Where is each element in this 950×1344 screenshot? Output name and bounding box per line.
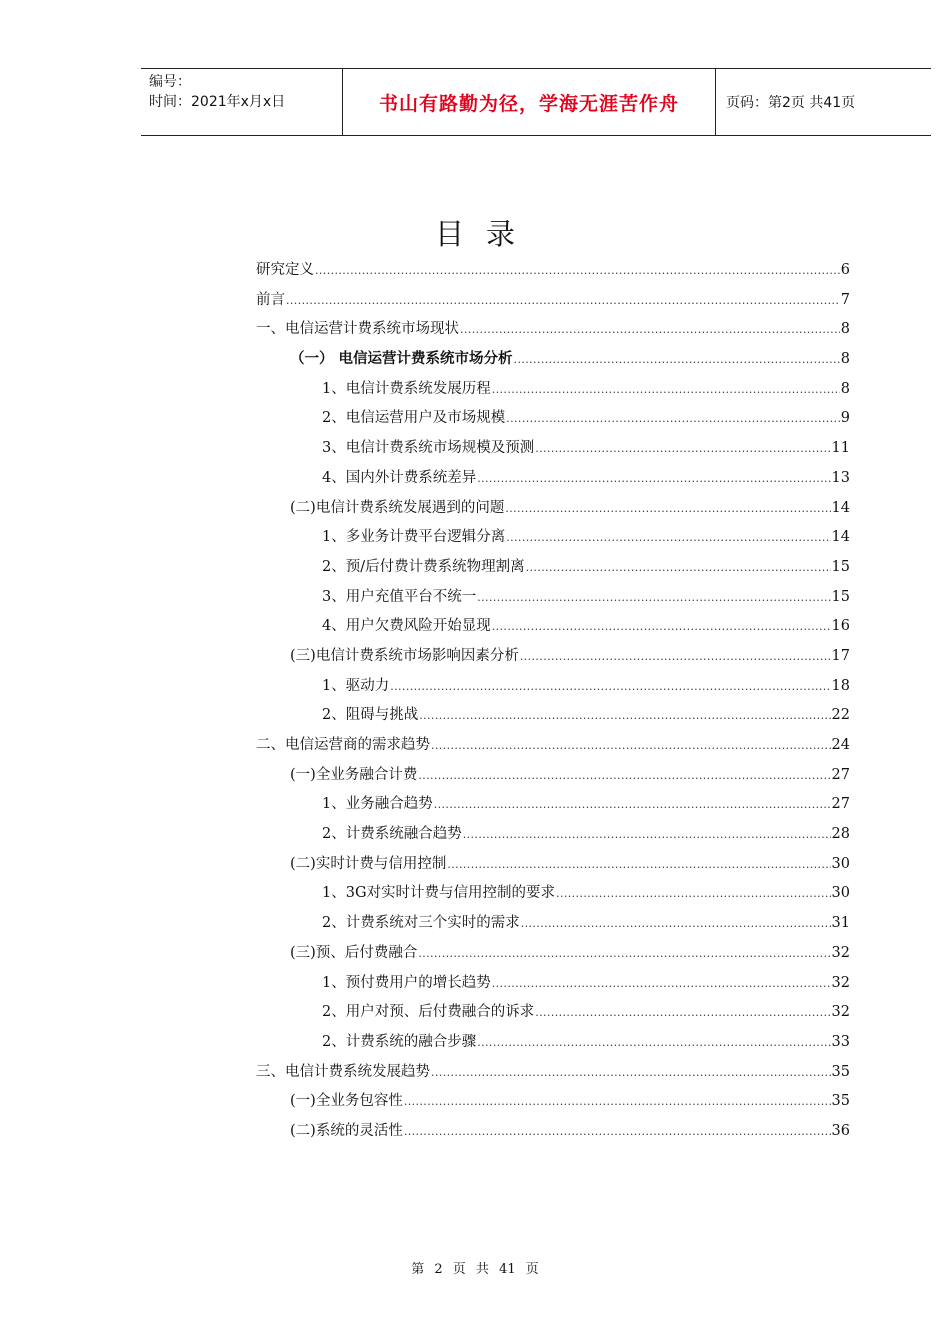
toc-leader-dots (506, 412, 840, 425)
toc-entry[interactable] (256, 1000, 850, 1030)
toc-leader-dots (477, 591, 830, 604)
toc-entry-page: 33 (831, 1033, 850, 1050)
toc-entry-page: 8 (840, 351, 850, 368)
toc-leader-dots (434, 798, 831, 811)
toc-entry[interactable] (256, 703, 850, 733)
toc-leader-dots (431, 739, 831, 752)
toc-entry-page: 18 (831, 677, 850, 694)
toc-entry[interactable] (256, 377, 850, 407)
toc-entry[interactable] (256, 347, 850, 377)
toc-entry[interactable] (256, 317, 850, 347)
toc-entry[interactable] (256, 674, 850, 704)
toc-entry[interactable] (256, 1119, 850, 1149)
toc-entry[interactable] (256, 614, 850, 644)
toc-entry-page: 8 (840, 380, 850, 397)
header-page-info: 页码：第2页 共41页 (726, 95, 856, 111)
toc-leader-dots (404, 1095, 831, 1108)
toc-entry-title: 2、计费系统的融合步骤 (322, 1033, 477, 1050)
toc-entry-title: 1、3G对实时计费与信用控制的要求 (322, 885, 556, 902)
toc-entry-title: (二)系统的灵活性 (290, 1122, 403, 1139)
toc-entry-page: 35 (831, 1063, 850, 1080)
toc-entry-title: (三)电信计费系统市场影响因素分析 (290, 647, 519, 664)
toc-leader-dots (492, 620, 831, 633)
toc-entry[interactable] (256, 288, 850, 318)
toc-entry-page: 36 (831, 1122, 850, 1139)
toc-entry-title: 1、多业务计费平台逻辑分离 (322, 529, 506, 546)
toc-entry-page: 15 (831, 558, 850, 575)
toc-leader-dots (315, 264, 840, 277)
toc-entry-page: 35 (831, 1093, 850, 1110)
toc-entry-title: 三、电信计费系统发展趋势 (256, 1063, 430, 1080)
toc-entry[interactable] (256, 941, 850, 971)
toc-entry[interactable] (256, 792, 850, 822)
toc-entry-title: （一） 电信运营计费系统市场分析 (290, 351, 513, 368)
toc-entry-page: 22 (831, 707, 850, 724)
header-number-label: 编号： (149, 74, 191, 90)
toc-entry-title: 2、计费系统融合趋势 (322, 826, 462, 843)
toc-leader-dots (535, 1006, 830, 1019)
toc-entry-page: 27 (831, 796, 850, 813)
toc-entry-title: (三)预、后付费融合 (290, 944, 418, 961)
toc-entry-title: 二、电信运营商的需求趋势 (256, 737, 430, 753)
toc-entry-page: 14 (831, 499, 850, 516)
toc-entry[interactable] (256, 971, 850, 1001)
toc-entry-page: 32 (831, 1004, 850, 1021)
toc-leader-dots (286, 294, 840, 307)
toc-entry[interactable] (256, 1060, 850, 1090)
header-motto: 书山有路勤为径，学海无涯苦作舟 (342, 69, 716, 135)
toc-entry-page: 28 (831, 826, 850, 843)
toc-entry-title: (二)实时计费与信用控制 (290, 855, 447, 872)
toc-entry[interactable] (256, 585, 850, 615)
toc-entry[interactable] (256, 763, 850, 793)
toc-entry-page: 30 (831, 885, 850, 902)
toc-leader-dots (477, 1036, 830, 1049)
toc-entry[interactable] (256, 822, 850, 852)
toc-entry-title: 3、用户充值平台不统一 (322, 588, 477, 605)
toc-leader-dots (418, 769, 830, 782)
toc-entry-title: 研究定义 (256, 262, 314, 278)
toc-entry-page: 17 (831, 647, 850, 664)
toc-leader-dots (460, 323, 840, 336)
toc-entry-page: 6 (840, 262, 850, 278)
toc-entry-title: 2、电信运营用户及市场规模 (322, 410, 506, 427)
toc-entry-title: 1、业务融合趋势 (322, 796, 433, 813)
toc-entry[interactable] (256, 466, 850, 496)
toc-entry-title: 前言 (256, 291, 285, 308)
toc-entry-title: 1、预付费用户的增长趋势 (322, 974, 491, 991)
toc-entry[interactable] (256, 258, 850, 288)
toc-leader-dots (477, 472, 830, 485)
toc-leader-dots (390, 680, 830, 693)
toc-entry-page: 31 (831, 915, 850, 932)
toc-leader-dots (447, 858, 830, 871)
toc-entry[interactable] (256, 852, 850, 882)
toc-entry[interactable] (256, 406, 850, 436)
toc-leader-dots (520, 650, 831, 663)
toc-leader-dots (505, 502, 830, 515)
toc-entry-title: 1、电信计费系统发展历程 (322, 380, 491, 397)
toc-entry-title: (二)电信计费系统发展遇到的问题 (290, 499, 505, 516)
toc-leader-dots (404, 1125, 831, 1138)
toc-entry-page: 24 (831, 737, 850, 753)
toc-entry[interactable] (256, 525, 850, 555)
toc-leader-dots (492, 383, 840, 396)
toc-entry-page: 30 (831, 855, 850, 872)
toc-entry-page: 8 (840, 321, 850, 338)
toc-entry-page: 32 (831, 944, 850, 961)
toc-entry-page: 7 (840, 291, 850, 308)
toc-entry[interactable] (256, 1089, 850, 1119)
toc-entry[interactable] (256, 733, 850, 763)
toc-entry[interactable] (256, 1030, 850, 1060)
toc-entry[interactable] (256, 911, 850, 941)
toc-entry[interactable] (256, 555, 850, 585)
toc-entry-title: 2、预/后付费计费系统物理割离 (322, 558, 525, 575)
toc-entry[interactable] (256, 881, 850, 911)
page-header (141, 68, 931, 136)
toc-entry-title: 4、用户欠费风险开始显现 (322, 618, 491, 635)
toc-leader-dots (418, 947, 830, 960)
toc-entry-title: 一、电信运营计费系统市场现状 (256, 321, 459, 338)
toc-entry-page: 14 (831, 529, 850, 546)
toc-entry-title: 4、国内外计费系统差异 (322, 469, 477, 486)
toc-entry-page: 27 (831, 766, 850, 783)
toc-entry-page: 9 (840, 410, 850, 427)
header-time-label: 时间：2021年x月x日 (149, 94, 286, 110)
toc-entry-title: 3、电信计费系统市场规模及预测 (322, 440, 535, 457)
toc-entry[interactable] (256, 496, 850, 526)
toc-leader-dots (431, 1066, 831, 1079)
toc-leader-dots (535, 442, 830, 455)
toc-leader-dots (506, 531, 830, 544)
toc-entry-page: 32 (831, 974, 850, 991)
toc-entry-title: (一)全业务融合计费 (290, 766, 418, 783)
toc-entry-title: (一)全业务包容性 (290, 1093, 403, 1110)
toc-leader-dots (514, 353, 840, 366)
toc-entry-page: 15 (831, 588, 850, 605)
toc-entry-title: 2、用户对预、后付费融合的诉求 (322, 1004, 535, 1021)
header-meta (141, 69, 342, 135)
toc-entry-page: 16 (831, 618, 850, 635)
toc-entry[interactable] (256, 436, 850, 466)
toc-leader-dots (526, 561, 831, 574)
toc-entry-title: 2、阻碍与挑战 (322, 707, 419, 724)
toc-leader-dots (419, 709, 830, 722)
toc-leader-dots (556, 887, 831, 900)
toc-entry[interactable] (256, 644, 850, 674)
toc-leader-dots (463, 828, 831, 841)
table-of-contents (256, 258, 850, 1149)
toc-entry-title: 2、计费系统对三个实时的需求 (322, 915, 520, 932)
toc-leader-dots (492, 977, 831, 990)
toc-leader-dots (521, 917, 831, 930)
toc-entry-page: 11 (831, 440, 850, 457)
page-title: 目录 (434, 217, 537, 251)
page-footer: 第 2 页 共 41 页 (411, 1262, 539, 1277)
toc-entry-title: 1、驱动力 (322, 677, 390, 694)
toc-entry-page: 13 (831, 469, 850, 486)
